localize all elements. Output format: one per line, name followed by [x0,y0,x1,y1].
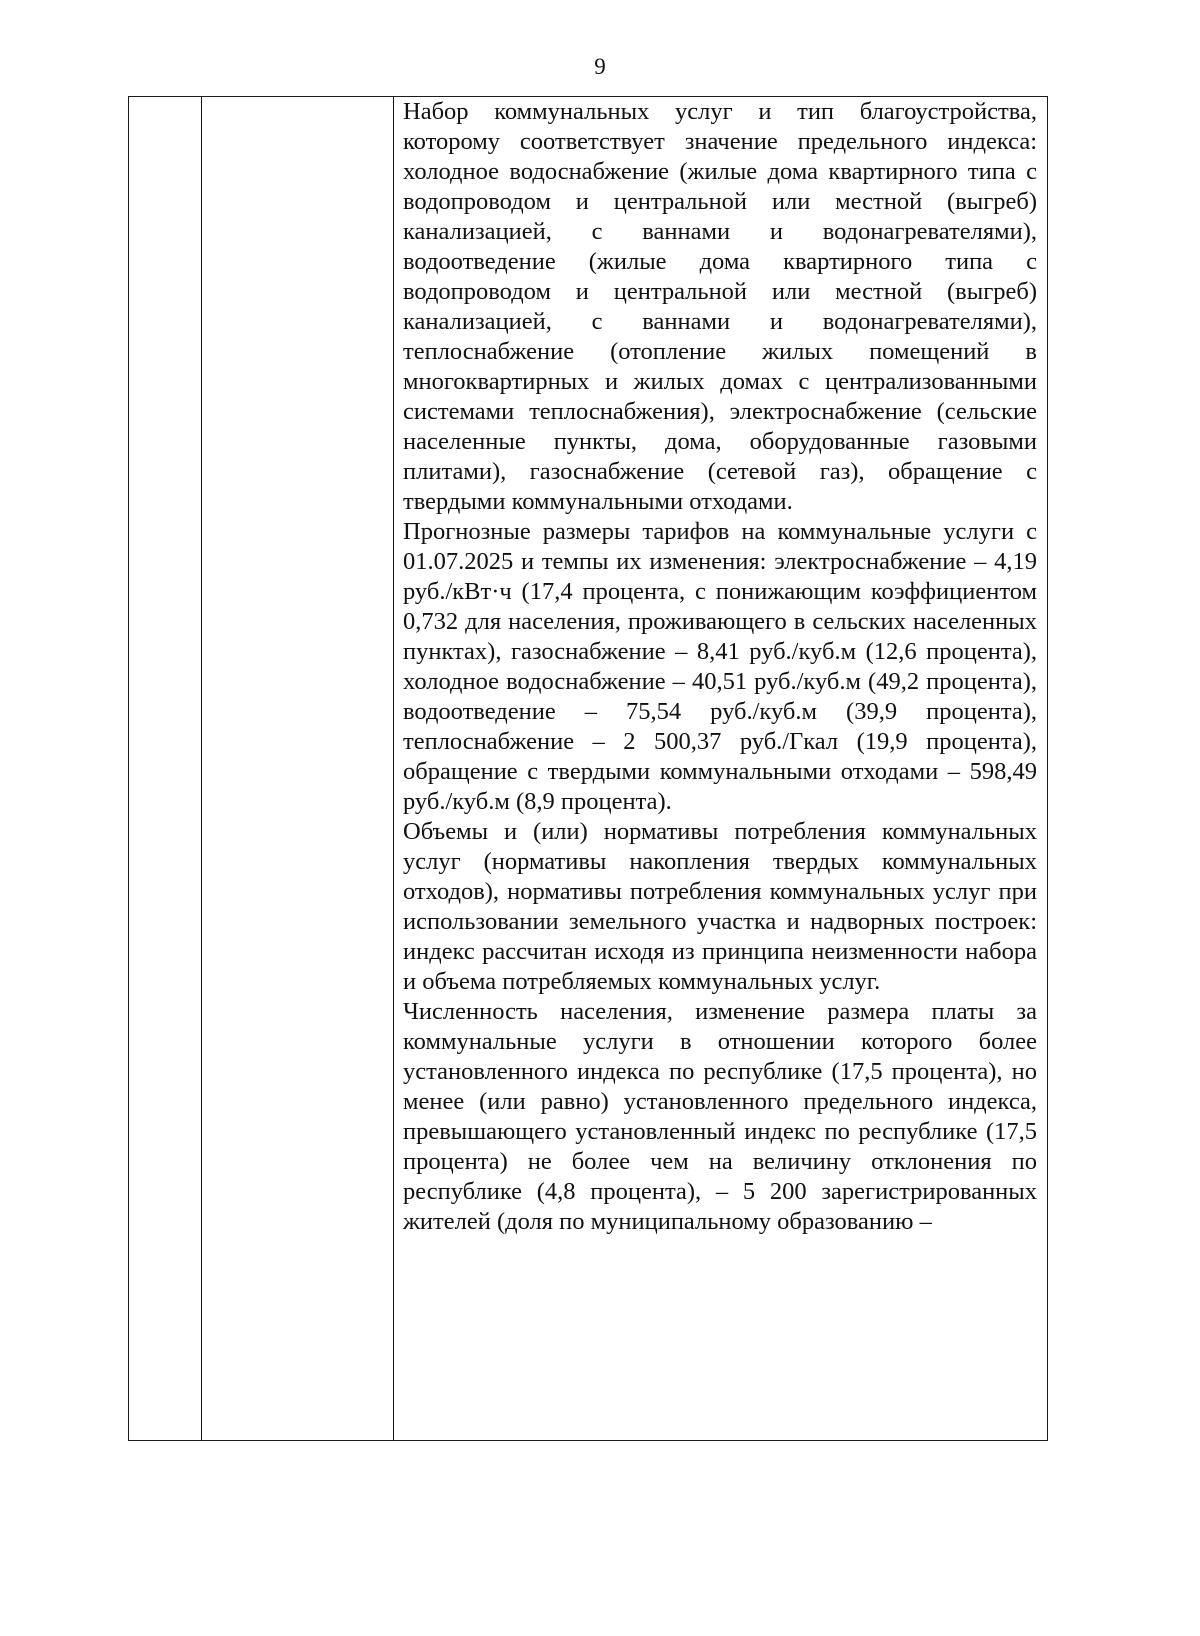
table-text-cell [403,97,1037,1237]
paragraph-population: Численность населения, изменение размера платы за коммунальные услуги в отношении которого более установленного индекса по республике (17,5 процента), но менее (или равно) установленного предельного индекса, превышающего установленный индекс по республике (17,5 процента) не более чем на величину отклонения по республике (4,8 процента), – 5 200 зарегистрированных жителей (доля по муниципальному образованию – [403,998,1037,1235]
paragraph-tariff-forecast: Прогнозные размеры тарифов на коммунальные услуги с 01.07.2025 и темпы их изменения: электроснабжение – 4,19 руб./кВт·ч (17,4 процента, с понижающим коэффициентом 0,732 для населения, проживающего в сельских населенных пунктах), газоснабжение – 8,41 руб./куб.м (12,6 процента), холодное водоснабжение – 40,51 руб./куб.м (49,2 процента), водоотведение – 75,54 руб./куб.м (39,9 процента), теплоснабжение – 2 500,37 руб./Гкал (19,9 процента), обращение с твердыми коммунальными отходами – 598,49 руб./куб.м (8,9 процента). [403,518,1037,815]
column-divider [393,97,394,1440]
paragraph-consumption-norms: Объемы и (или) нормативы потребления коммунальных услуг (нормативы накопления твердых коммунальных отходов), нормативы потребления коммунальных услуг при использовании земельного участка и надворных построек: индекс рассчитан исходя из принципа неизменности набора и объема потребляемых коммунальных услуг. [403,818,1037,995]
paragraph-utility-set: Набор коммунальных услуг и тип благоустройства, которому соответствует значение предельного индекса: холодное водоснабжение (жилые дома квартирного типа с водопроводом и центральной или местной (выгреб) канализацией, с ваннами и водонагревателями), водоотведение (жилые дома квартирного типа с водопроводом и центральной или местной (выгреб) канализацией, с ваннами и водонагревателями), теплоснабжение (отопление жилых помещений в многоквартирных и жилых домах с централизованными системами теплоснабжения), электроснабжение (сельские населенные пункты, дома, оборудованные газовыми плитами), газоснабжение (сетевой газ), обращение с твердыми коммунальными отходами. [403,98,1037,515]
column-divider [201,97,202,1440]
page-number: 9 [594,54,606,79]
document-table [128,96,1048,1441]
